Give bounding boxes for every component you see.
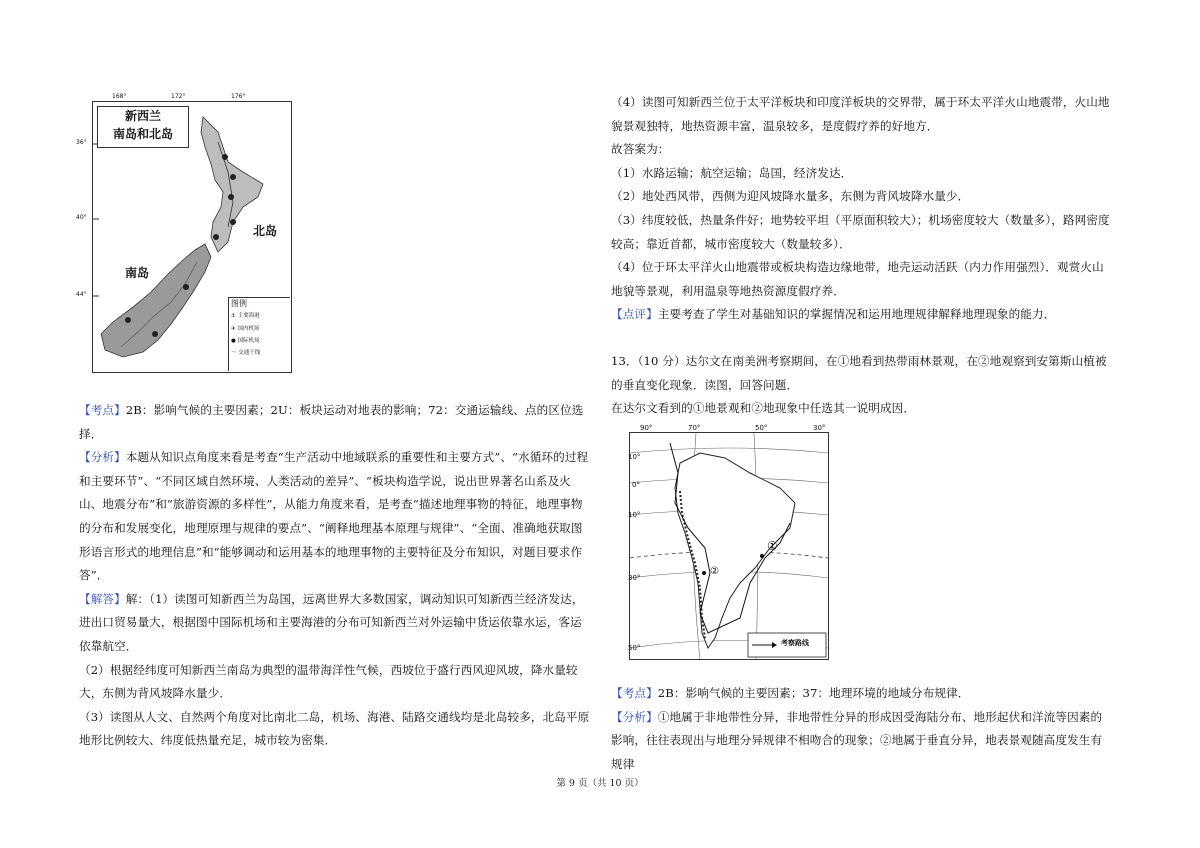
fenxi-tag: 【分析】 — [79, 450, 126, 465]
question-13-text: 13．（10 分）达尔文在南美洲考察期间，在①地看到热带雨林景观，在②地观察到安第斯山植被的垂直变化现象．读图，回答问题． — [611, 354, 1107, 392]
fenxi-paragraph-13: 【分析】①地属于非地带性分异，非地带性分异的形成因受海陆分布、地形起伏和洋流等因素的影响，往往表现出与地理分异规律不相吻合的现象；②地属于垂直分异，地表景观随高度发生有规律 — [611, 709, 1103, 771]
new-zealand-map — [76, 93, 292, 373]
south-america-map-graphic — [630, 433, 828, 659]
point-2-label: ② — [710, 566, 719, 577]
answer-4: （4）读图可知新西兰位于太平洋板块和印度洋板块的交界带，属于环太平洋火山地震带，火山地貌景观独特，地热资源丰富，温泉较多，是度假疗养的好地方． — [611, 95, 1110, 133]
sa-lat-label: 10° — [628, 453, 641, 461]
point-1-label: ① — [767, 539, 778, 553]
anchor-icon: ⚓ — [231, 313, 238, 319]
legend-item: ⚓ 主要海港 — [231, 313, 260, 319]
legend-item: ✈ 国内机场 — [231, 326, 260, 332]
jieda-paragraph: 【解答】解：（1）读图可知新西兰为岛国，远离世界大多数国家，调动知识可知新西兰经济发达，进出口贸易量大，根据图中国际机场和主要海港的分布可知新西兰对外运输中货运依靠水运，客运依靠航空． — [79, 591, 584, 653]
lat-label: 44° — [76, 291, 87, 298]
lat-label: 40° — [76, 214, 87, 221]
airplane-icon: ✈ — [231, 326, 238, 332]
road-line-icon: 〜 — [231, 350, 239, 356]
map-title-box — [97, 106, 189, 148]
answer-a1: （1）水路运输；航空运输；岛国，经济发达． — [611, 165, 853, 180]
question-13 — [611, 350, 1111, 421]
lon-label: 172° — [171, 93, 186, 100]
sa-lat-label: 30° — [628, 574, 641, 582]
route-legend-label: 考察路线 — [781, 639, 809, 647]
sa-lat-label: 10° — [628, 511, 641, 519]
lat-label: 36° — [76, 139, 87, 146]
answer-2: （2）根据经纬度可知新西兰南岛为典型的温带海洋性气候，西坡位于盛行西风迎风坡，降水量较大，东侧为背风坡降水量少． — [79, 662, 578, 701]
sa-lat-label: 50° — [628, 644, 641, 652]
lon-label: 168° — [112, 93, 127, 100]
right-text-bottom — [611, 682, 1111, 776]
answer-intro: 故答案为： — [611, 142, 670, 157]
legend-item: ● 国际机场 — [231, 338, 260, 344]
question-13-ask: 在达尔文看到的①地景观和②地现象中任选其一说明成因． — [611, 401, 916, 416]
legend-title: 图例 — [231, 299, 247, 308]
answer-a4: （4）位于环太平洋火山地震带或板块构造边缘地带，地壳运动活跃（内力作用强烈）．观赏火山地貌等景观，利用温泉等地热资源度假疗养． — [611, 260, 1104, 298]
intl-airport-icon: ● — [231, 338, 238, 344]
sa-lon-label: 30° — [813, 424, 826, 432]
map-title-line1: 新西兰 — [124, 109, 161, 123]
kaodian-paragraph-13: 【考点】2B：影响气候的主要因素；37：地理环境的地域分布规律． — [611, 686, 970, 700]
south-america-map — [628, 424, 829, 660]
sa-lon-label: 90° — [640, 424, 653, 432]
kaodian-tag: 【考点】 — [79, 403, 126, 417]
answer-a2: （2）地处西风带，西侧为迎风坡降水量多，东侧为背风坡降水量少． — [611, 189, 970, 204]
north-island-label: 北岛 — [253, 224, 278, 238]
south-island-label: 南岛 — [125, 266, 150, 280]
right-text-top — [611, 91, 1111, 327]
answer-a3: （3）纬度较低，热量条件好；地势较平坦（平原面积较大）；机场密度较大（数量多），路网密度较高；靠近首都，城市密度较大（数量较多）． — [611, 212, 1110, 251]
fenxi-paragraph: 【分析】本题从知识点角度来看是考查“生产活动中地域联系的重要性和主要方式”、“水循环的过程和主要环节”、“不同区域自然环境、人类活动的差异”、“板块构造学说，说出世界著名山系及火山、地震分布”和“旅游资源的多样性”，从能力角度来看，是考查“描述地理事物的特征，地理事物的分布和发展变化，地理原理与规律的要点”、“阐释地理基本原理与规律”、“全面、准确地获取图形语言形式的地理信息”和“能够调动和运用基本的地理事物的主要特征及分布知识，对题目要求作答”． — [79, 450, 589, 583]
kaodian-tag: 【考点】 — [611, 686, 658, 700]
sa-lon-label: 70° — [688, 424, 701, 432]
left-text — [79, 399, 592, 753]
map-title-line2: 南岛和北岛 — [112, 127, 173, 141]
page-footer: 第 9 页（共 10 页） — [556, 778, 644, 789]
dianping-tag: 【点评】 — [611, 307, 658, 322]
fenxi-tag: 【分析】 — [611, 709, 658, 724]
dianping-paragraph: 【点评】主要考查了学生对基础知识的掌握情况和运用地理规律解释地理现象的能力． — [611, 307, 1056, 322]
sa-lat-label: 0° — [632, 481, 640, 489]
lon-label: 176° — [231, 93, 246, 100]
kaodian-paragraph: 【考点】2B：影响气候的主要因素；2U：板块运动对地表的影响；72：交通运输线、点的区位选择． — [79, 403, 584, 441]
sa-lon-label: 50° — [755, 424, 768, 432]
jieda-tag: 【解答】 — [79, 591, 126, 606]
legend-item: 〜 交通干线 — [231, 350, 261, 356]
map-legend — [228, 297, 290, 371]
answer-3: （3）读图从人文、自然两个角度对比南北二岛，机场、海港、陆路交通线均是北岛较多，北岛平原地形比例较大、纬度低热量充足，城市较为密集． — [79, 709, 590, 748]
